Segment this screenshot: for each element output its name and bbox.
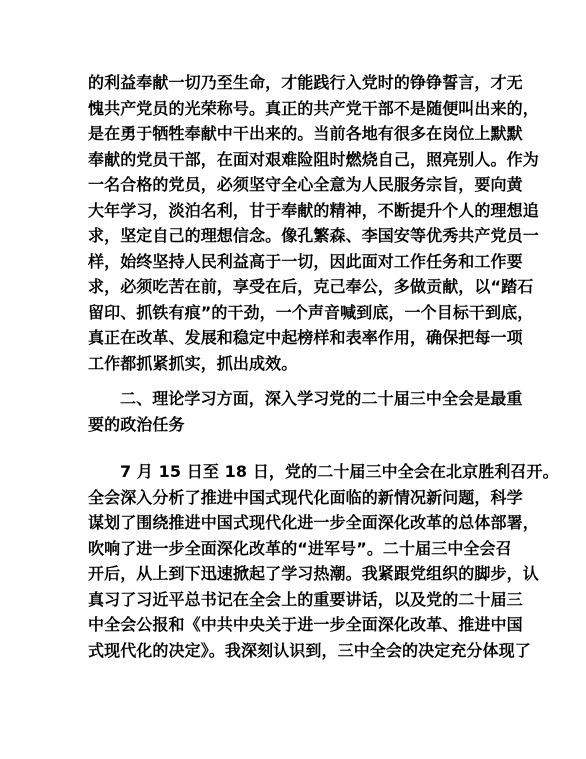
text-line: 中全会公报和《中共中央关于进一步全面深化改革、推进中国	[88, 615, 523, 634]
section-heading-line: 要的政治任务	[88, 414, 185, 434]
text-line: 奉献的党员干部，在面对艰难险阻时燃烧自己，照亮别人。作为	[88, 149, 539, 169]
text-line: 大年学习，淡泊名利，甘于奉献的精神，不断提升个人的理想追	[88, 200, 539, 220]
text-line: 样，始终坚持人民利益高于一切，因此面对工作任务和工作要	[88, 251, 523, 271]
text-line: 谋划了围绕推进中国式现代化进一步全面深化改革的总体部署，	[88, 513, 539, 532]
text-line: 7 月 15 日至 18 日，党的二十届三中全会在北京胜利召开。	[120, 462, 559, 481]
section-heading-paragraph	[88, 386, 523, 437]
text-line: 求，必须吃苦在前，享受在后，克己奉公，多做贡献，以“踏石	[88, 277, 534, 296]
text-line: 真正在改革、发展和稳定中起榜样和表率作用，确保把每一项	[88, 328, 523, 347]
text-line: 是在勇于牺牲奉献中干出来的。当前各地有很多在岗位上默默	[88, 124, 523, 143]
text-line: 式现代化的决定》。我深刻认识到，三中全会的决定充分体现了	[88, 640, 531, 660]
text-line: 开后，从上到下迅速掀起了学习热潮。我紧跟党组织的脚步，认	[88, 564, 539, 583]
body-paragraph-1	[88, 70, 539, 376]
body-paragraph-2	[88, 459, 559, 663]
text-line: 真习了习近平总书记在全会上的重要讲话，以及党的二十届三	[88, 589, 523, 609]
text-line: 吹响了进一步全面深化改革的“进军号”。二十届三中全会召	[88, 538, 512, 558]
text-line: 全会深入分析了推进中国式现代化面临的新情况新问题，科学	[88, 487, 523, 507]
text-line: 一名合格的党员，必须坚守全心全意为人民服务宗旨，要向黄	[88, 175, 523, 194]
text-line: 愧共产党员的光荣称号。真正的共产党干部不是随便叫出来的，	[88, 98, 539, 118]
text-line: 留印、抓铁有痕”的干劲，一个声音喊到底，一个目标干到底，	[88, 302, 534, 322]
text-line: 求，坚定自己的理想信念。像孔繁森、李国安等优秀共产党员一	[88, 226, 539, 245]
text-line: 的利益奉献一切乃至生命，才能践行入党时的铮铮誓言，才无	[88, 73, 523, 92]
text-line: 工作都抓紧抓实，抓出成效。	[88, 353, 298, 373]
section-heading-line: 二、理论学习方面，深入学习党的二十届三中全会是最重	[120, 389, 523, 408]
